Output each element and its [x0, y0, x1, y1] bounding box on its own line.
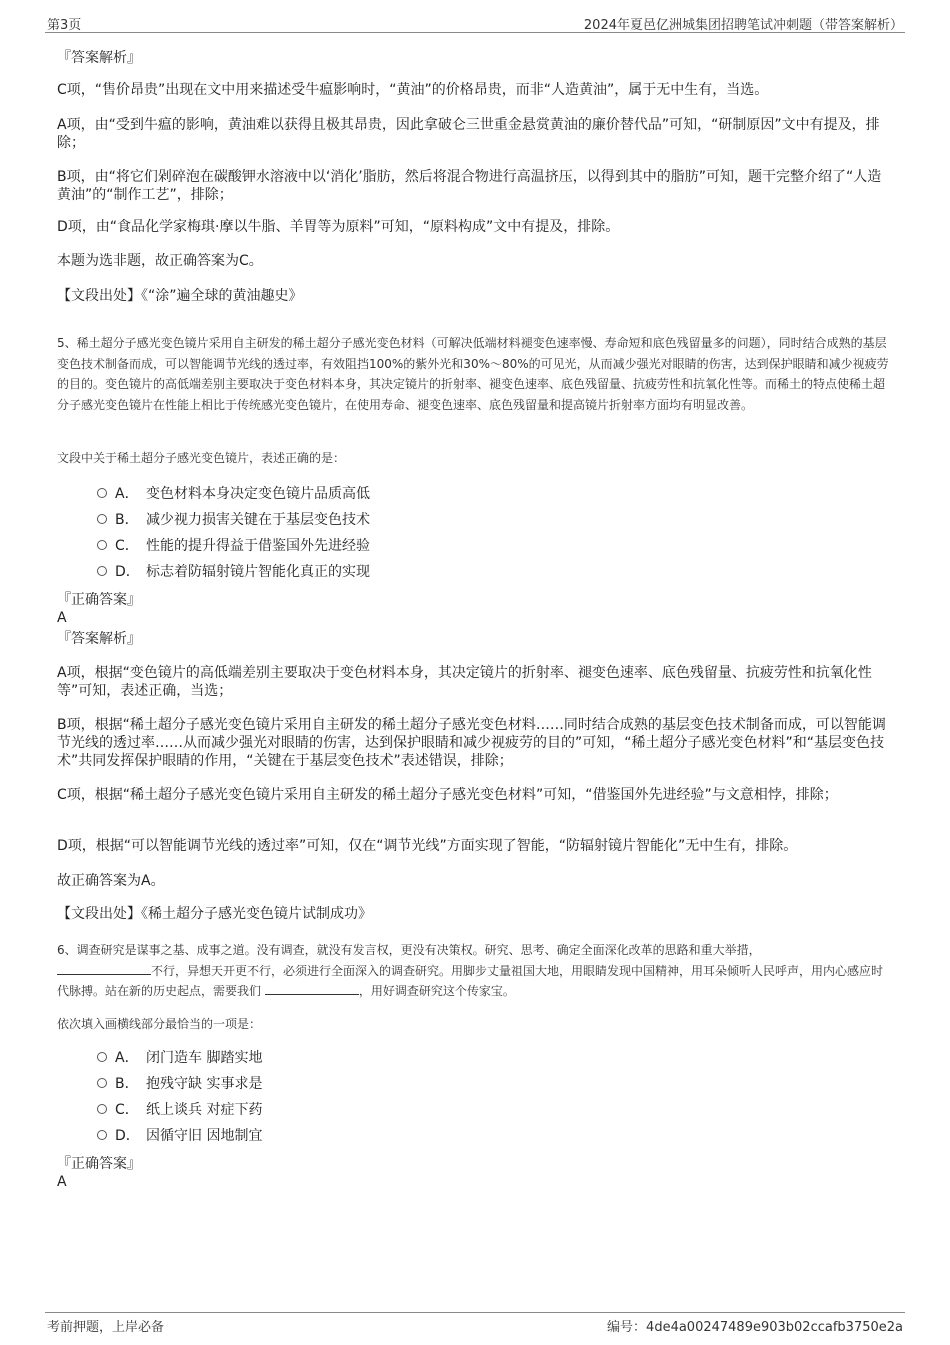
option-letter: C． — [115, 1102, 139, 1118]
q5-analysis-c: C项，根据“稀土超分子感光变色镜片采用自主研发的稀土超分子感光变色材料”可知，“借鉴国外先进经验”与文意相悖，排除； — [57, 787, 838, 803]
q6-option-d[interactable] — [97, 1127, 262, 1145]
q5-conclusion: 故正确答案为A。 — [57, 873, 165, 889]
radio-icon[interactable] — [97, 1130, 107, 1140]
q5-option-c[interactable] — [97, 537, 370, 555]
q6-option-c[interactable] — [97, 1101, 262, 1119]
fill-blank-1 — [57, 961, 151, 975]
q6-passage-part-2: 不行，异想天开更不行，必须进行全面深入的调查研究。用脚步丈量祖国大地，用眼睛发现中国精神，用耳朵倾听人民呼声，用内心感应时代脉搏。站在新的历史起点，需要我们 — [57, 963, 884, 998]
q5-analysis-b: B项，根据“稀土超分子感光变色镜片采用自主研发的稀土超分子感光变色材料……同时结合成熟的基层变色技术制备而成，可以智能调节光线的透过率……从而减少强光对眼睛的伤害，达到保护眼睛和减少视疲劳的目的”可知，“稀土超分子感光变色材料”和“基层变色技术”共同发挥保护眼睛的作用，“关键在于基层变色技术”表述错误，排除； — [57, 717, 886, 769]
q5-analysis-d: D项，根据“可以智能调节光线的透过率”可知，仅在“调节光线”方面实现了智能，“防辐射镜片智能化”无中生有，排除。 — [57, 838, 798, 854]
option-letter: B． — [115, 1076, 139, 1092]
footer-slogan: 考前押题，上岸必备 — [47, 1320, 165, 1335]
q6-passage-part-1: 6、调查研究是谋事之基、成事之道。没有调查，就没有发言权，更没有决策权。研究、思考、确定全面深化改革的思路和重大举措， — [57, 943, 761, 957]
option-text: 性能的提升得益于借鉴国外先进经验 — [146, 538, 370, 554]
option-text: 标志着防辐射镜片智能化真正的实现 — [146, 564, 370, 580]
q4-analysis-c: C项，“售价昂贵”出现在文中用来描述受牛瘟影响时，“黄油”的价格昂贵，而非“人造黄油”，属于无中生有，当选。 — [57, 82, 769, 98]
option-letter: A． — [115, 1050, 139, 1066]
q5-answer: A — [57, 610, 67, 626]
option-text: 抱残守缺 实事求是 — [146, 1076, 263, 1092]
option-text: 减少视力损害关键在于基层变色技术 — [146, 512, 370, 528]
q5-option-b[interactable] — [97, 511, 370, 529]
page-header — [45, 14, 905, 33]
radio-icon[interactable] — [97, 1052, 107, 1062]
q4-source: 【文段出处】《“涂”遍全球的黄油趣史》 — [57, 288, 303, 304]
option-letter: B． — [115, 512, 139, 528]
option-letter: A． — [115, 486, 139, 502]
q6-passage — [57, 940, 892, 1002]
option-text: 纸上谈兵 对症下药 — [146, 1102, 263, 1118]
q5-stem: 文段中关于稀土超分子感光变色镜片，表述正确的是： — [57, 451, 346, 465]
q5-analysis-label: 『答案解析』 — [57, 631, 141, 647]
document-title: 2024年夏邑亿洲城集团招聘笔试冲刺题（带答案解析） — [583, 18, 903, 33]
q6-answer-label: 『正确答案』 — [57, 1156, 141, 1172]
option-text: 变色材料本身决定变色镜片品质高低 — [146, 486, 370, 502]
q6-answer: A — [57, 1174, 67, 1190]
q5-analysis-a: A项，根据“变色镜片的高低端差别主要取决于变色材料本身，其决定镜片的折射率、褪变色速率、底色残留量、抗疲劳性和抗氧化性等”可知，表述正确，当选； — [57, 665, 872, 699]
q4-analysis-label: 『答案解析』 — [57, 50, 141, 66]
q4-analysis-b: B项，由“将它们剁碎泡在碳酸钾水溶液中以‘消化’脂肪，然后将混合物进行高温挤压，以得到其中的脂肪”可知，题干完整介绍了“人造黄油”的“制作工艺”，排除； — [57, 169, 882, 203]
q5-option-d[interactable] — [97, 563, 370, 581]
radio-icon[interactable] — [97, 1078, 107, 1088]
q5-option-a[interactable] — [97, 485, 370, 503]
q4-conclusion: 本题为选非题，故正确答案为C。 — [57, 253, 263, 269]
q5-source: 【文段出处】《稀土超分子感光变色镜片试制成功》 — [57, 906, 372, 922]
q6-option-a[interactable] — [97, 1049, 262, 1067]
fill-blank-2 — [265, 981, 359, 995]
q6-option-b[interactable] — [97, 1075, 262, 1093]
footer-serial: 编号：4de4a00247489e903b02ccafb3750e2a — [607, 1320, 903, 1335]
q5-passage: 5、稀土超分子感光变色镜片采用自主研发的稀土超分子感光变色材料（可解决低端材料褪变色速率慢、寿命短和底色残留量多的问题），同时结合成熟的基层变色技术制备而成，可以智能调节光线的透过率，有效阻挡100%的紫外光和30%～80%的可见光，从而减少强光对眼睛的伤害，达到保护眼睛和减少视疲劳的目的。变色镜片的高低端差别主要取决于变色材料本身，其决定镜片的折射率、褪变色速率、底色残留量、抗疲劳性和抗氧化性等。而稀土的特点使稀土超分子感光变色镜片在性能上相比于传统感光变色镜片，在使用寿命、褪变色速率、底色残留量和提高镜片折射率方面均有明显改善。 — [57, 336, 889, 412]
q4-analysis-a: A项，由“受到牛瘟的影响，黄油难以获得且极其昂贵，因此拿破仑三世重金悬赏黄油的廉价替代品”可知，“研制原因”文中有提及，排除； — [57, 117, 880, 151]
option-letter: D． — [115, 1128, 140, 1144]
radio-icon[interactable] — [97, 1104, 107, 1114]
q6-stem: 依次填入画横线部分最恰当的一项是： — [57, 1017, 262, 1031]
option-text: 因循守旧 因地制宜 — [146, 1128, 263, 1144]
radio-icon[interactable] — [97, 540, 107, 550]
radio-icon[interactable] — [97, 566, 107, 576]
option-letter: D． — [115, 564, 140, 580]
page-footer — [45, 1312, 905, 1333]
radio-icon[interactable] — [97, 488, 107, 498]
option-letter: C． — [115, 538, 139, 554]
page-number: 第3页 — [47, 18, 82, 33]
q5-answer-label: 『正确答案』 — [57, 592, 141, 608]
radio-icon[interactable] — [97, 514, 107, 524]
q6-passage-part-3: ，用好调查研究这个传家宝。 — [358, 984, 515, 998]
option-text: 闭门造车 脚踏实地 — [146, 1050, 263, 1066]
q4-analysis-d: D项，由“食品化学家梅琪·摩以牛脂、羊胃等为原料”可知，“原料构成”文中有提及，排除。 — [57, 219, 620, 235]
